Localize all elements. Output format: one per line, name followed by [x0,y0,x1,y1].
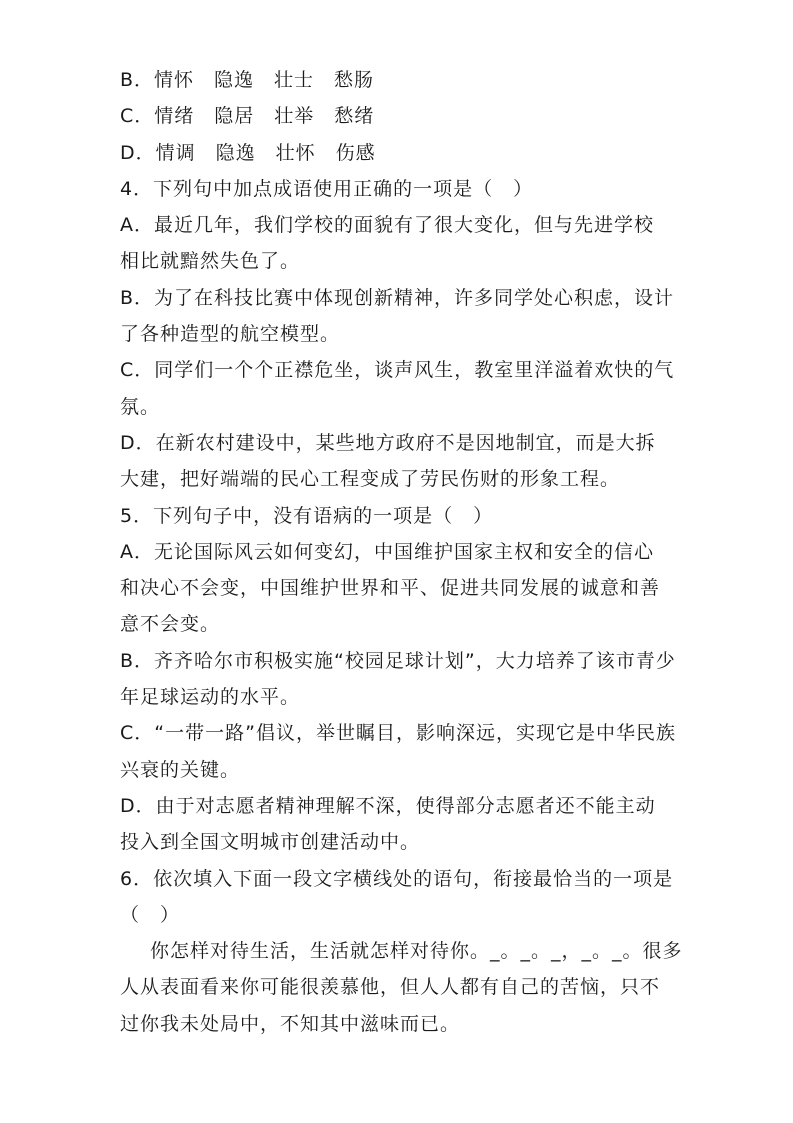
q5-option-c-line-2: 兴衰的关键。 [120,758,241,781]
q4-option-c-line-1: C．同学们一个个正襟危坐，谈声风生，教室里洋溢着欢快的气 [120,359,675,382]
q6-passage-line-2: 人从表面看来你可能很羡慕他，但人人都有自己的苦恼，只不 [120,976,661,999]
q4-option-a-line-1: A．最近几年，我们学校的面貌有了很大变化，但与先进学校 [120,214,654,237]
q4-option-d-line-2: 大建，把好端端的民心工程变成了劳民伤财的形象工程。 [120,468,621,491]
q4-option-b-line-2: 了各种造型的航空模型。 [120,323,341,346]
option-d-q3: D．情调 隐逸 壮怀 伤感 [120,141,376,164]
question-6-stem-line-2: （ ） [120,903,181,926]
q4-option-c-line-2: 氛。 [120,395,161,418]
question-6-stem-line-1: 6．依次填入下面一段文字横线处的语句，衔接最恰当的一项是 [120,867,674,890]
q5-option-a-line-1: A．无论国际风云如何变幻，中国维护国家主权和安全的信心 [120,540,654,563]
q5-option-a-line-2: 和决心不会变，中国维护世界和平、促进共同发展的诚意和善 [120,577,661,600]
q5-option-d-line-1: D．由于对志愿者精神理解不深，使得部分志愿者还不能主动 [120,794,656,817]
q5-option-d-line-2: 投入到全国文明城市创建活动中。 [120,831,421,854]
q5-option-a-line-3: 意不会变。 [120,613,221,636]
q5-option-b-line-1: B．齐齐哈尔市积极实施“校园足球计划”，大力培养了该市青少 [120,649,676,672]
question-4-stem: 4．下列句中加点成语使用正确的一项是（ ） [120,177,534,200]
option-b-q3: B．情怀 隐逸 壮士 愁肠 [120,69,375,91]
q4-option-a-line-2: 相比就黯然失色了。 [120,250,301,273]
q4-option-d-line-1: D．在新农村建设中，某些地方政府不是因地制宜，而是大拆 [120,431,656,454]
q5-option-b-line-2: 年足球运动的水平。 [120,686,301,709]
q6-passage-line-3: 过你我未处局中，不知其中滋味而已。 [120,1012,461,1035]
q6-passage-line-1: 你怎样对待生活，生活就怎样对待你。_。_。_，_。_。很多 [150,940,683,963]
q5-option-c-line-1: C．“一带一路”倡议，举世瞩目，影响深远，实现它是中华民族 [120,722,676,745]
q4-option-b-line-1: B．为了在科技比赛中体现创新精神，许多同学处心积虑，设计 [120,286,675,309]
question-5-stem: 5．下列句子中，没有语病的一项是（ ） [120,504,494,527]
document-page [120,62,683,1042]
option-c-q3: C．情绪 隐居 壮举 愁绪 [120,105,375,128]
